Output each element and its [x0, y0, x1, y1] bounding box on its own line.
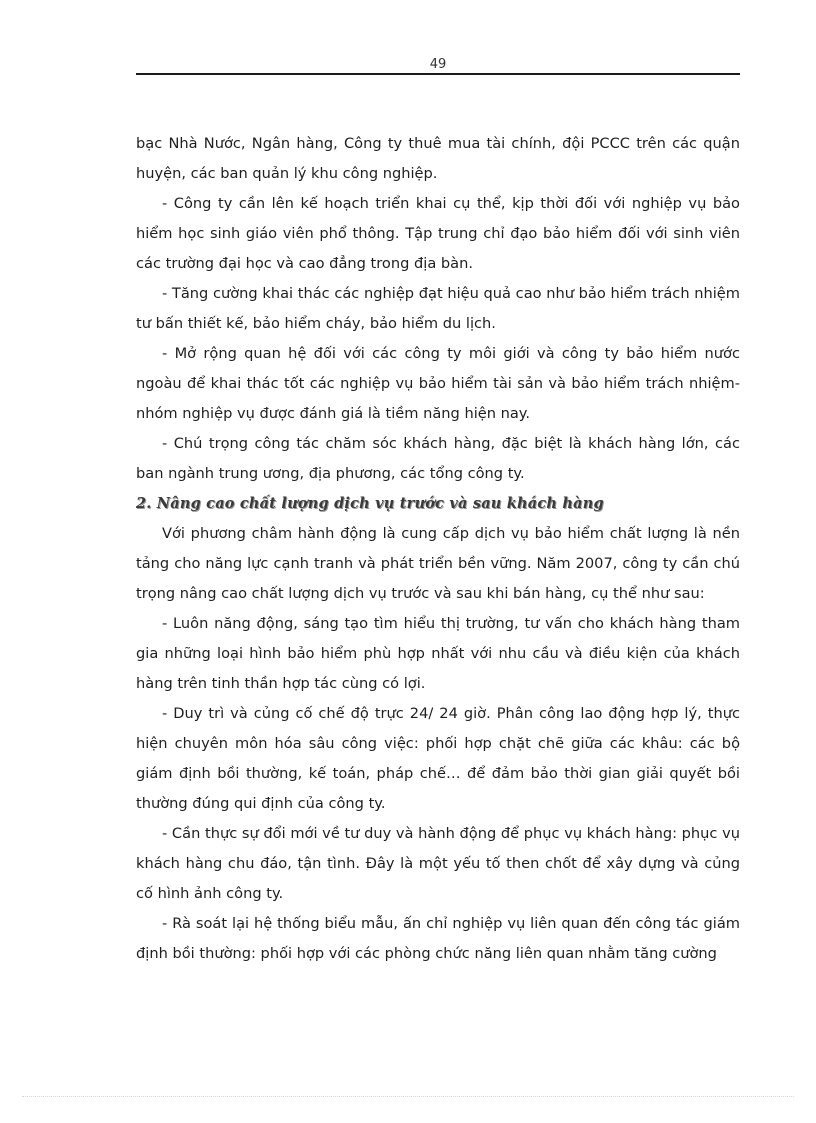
paragraph-1: bạc Nhà Nước, Ngân hàng, Công ty thuê mua tài chính, đội PCCC trên các quận huyện, các ban quản lý khu công nghiệp.: [136, 135, 740, 182]
paragraph-10: - Rà soát lại hệ thống biểu mẫu, ấn chỉ nghiệp vụ liên quan đến công tác giám định bồi thường: phối hợp với các phòng chức năng liên quan nhằm tăng cường: [136, 915, 740, 962]
page-bottom-border: [22, 1096, 794, 1097]
body-text: [136, 129, 740, 969]
paragraph-9: - Cần thực sự đổi mới về tư duy và hành động để phục vụ khách hàng: phục vụ khách hàng chu đáo, tận tình. Đây là một yếu tố then chốt để xây dựng và củng cố hình ảnh công ty.: [136, 825, 740, 902]
paragraph-7: - Luôn năng động, sáng tạo tìm hiểu thị trường, tư vấn cho khách hàng tham gia những loại hình bảo hiểm phù hợp nhất với nhu cầu và điều kiện của khách hàng trên tinh thần hợp tác cùng có lợi.: [136, 615, 740, 692]
paragraph-2: - Công ty cần lên kế hoạch triển khai cụ thể, kịp thời đối với nghiệp vụ bảo hiểm học sinh giáo viên phổ thông. Tập trung chỉ đạo bảo hiểm đối với sinh viên các trường đại học và cao đẳng trong địa bàn.: [136, 195, 740, 272]
header-rule: [136, 73, 740, 75]
page-number: 49: [429, 57, 447, 72]
paragraph-8: - Duy trì và củng cố chế độ trực 24/ 24 giờ. Phân công lao động hợp lý, thực hiện chuyên môn hóa sâu công việc: phối hợp chặt chẽ giữa các khâu: các bộ giám định bồi thường, kế toán, pháp chế… để đảm bảo thời gian giải quyết bồi thường đúng qui định của công ty.: [136, 705, 740, 812]
paragraph-6: Với phương châm hành động là cung cấp dịch vụ bảo hiểm chất lượng là nền tảng cho năng lực cạnh tranh và phát triển bền vững. Năm 2007, công ty cần chú trọng nâng cao chất lượng dịch vụ trước và sau khi bán hàng, cụ thể như sau:: [136, 525, 740, 602]
paragraph-4: - Mở rộng quan hệ đối với các công ty môi giới và công ty bảo hiểm nước ngoàu để khai thác tốt các nghiệp vụ bảo hiểm tài sản và bảo hiểm trách nhiệm- nhóm nghiệp vụ được đánh giá là tiềm năng hiện nay.: [136, 345, 740, 422]
paragraph-5: - Chú trọng công tác chăm sóc khách hàng, đặc biệt là khách hàng lớn, các ban ngành trung ương, địa phương, các tổng công ty.: [136, 435, 740, 482]
paragraph-3: - Tăng cường khai thác các nghiệp đạt hiệu quả cao như bảo hiểm trách nhiệm tư bấn thiết kế, bảo hiểm cháy, bảo hiểm du lịch.: [136, 285, 740, 332]
section-heading: 2. Nâng cao chất lượng dịch vụ trước và sau khách hàng: [136, 495, 604, 512]
